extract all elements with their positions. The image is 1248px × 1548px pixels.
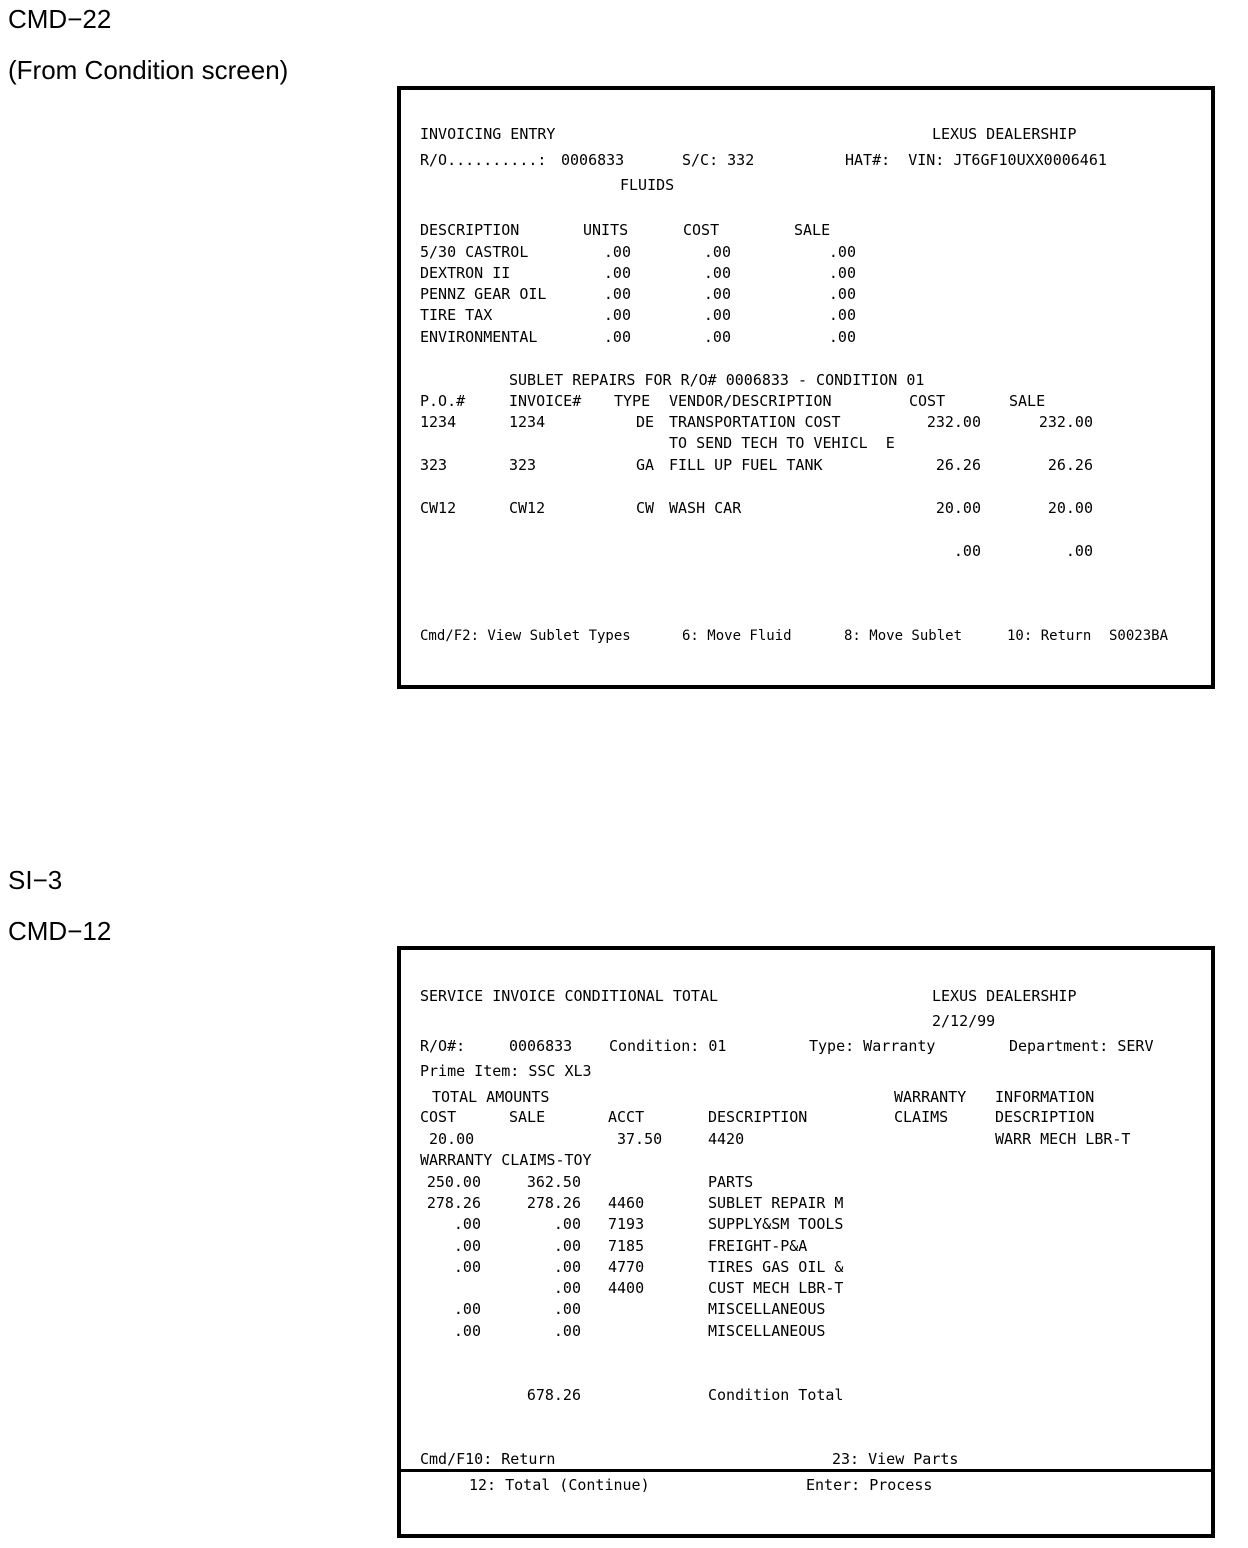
fluid-units[interactable]: .00: [603, 285, 631, 303]
fluid-sale[interactable]: .00: [828, 264, 856, 282]
row-description: SUPPLY&SM TOOLS: [708, 1215, 844, 1233]
fluid-sale[interactable]: .00: [828, 243, 856, 261]
department: Department: SERV: [1009, 1037, 1154, 1055]
sublet-sale: 20.00: [1047, 499, 1093, 517]
row-cost: .00: [453, 1300, 481, 1318]
sublet-header-vendor: VENDOR/DESCRIPTION: [669, 392, 832, 410]
fluid-units[interactable]: .00: [603, 306, 631, 324]
screen-title: SERVICE INVOICE CONDITIONAL TOTAL: [420, 987, 719, 1005]
header-info-description: DESCRIPTION: [995, 1108, 1095, 1126]
fluid-cost[interactable]: .00: [703, 328, 731, 346]
sublet-po: 1234: [420, 413, 457, 431]
row-acct: 7193: [608, 1215, 645, 1233]
warranty-claims-label: WARRANTY CLAIMS-TOY: [420, 1151, 592, 1169]
fluid-cost[interactable]: .00: [703, 243, 731, 261]
service-code: S/C: 332: [682, 151, 755, 169]
row-description: 4420: [708, 1130, 745, 1148]
sublet-sale: 26.26: [1047, 456, 1093, 474]
row-acct: 37.50: [617, 1130, 663, 1148]
section-title: FLUIDS: [620, 176, 675, 194]
sublet-description-continued: TO SEND TECH TO VEHICL E: [669, 434, 895, 452]
fluid-description: 5/30 CASTROL: [420, 243, 529, 261]
sublet-total-cost: .00: [953, 542, 981, 560]
sublet-cost: 232.00: [926, 413, 981, 431]
sublet-type: DE: [636, 413, 655, 431]
sublet-description: TRANSPORTATION COST: [669, 413, 841, 431]
view-sublet-types-key[interactable]: Cmd/F2: View Sublet Types: [420, 628, 631, 644]
sublet-po: 323: [420, 456, 448, 474]
sublet-invoice: 1234: [509, 413, 546, 431]
hat-vin: HAT#: VIN: JT6GF10UXX0006461: [845, 151, 1107, 169]
sublet-type: CW: [636, 499, 655, 517]
screen-code: S0023BA: [1109, 628, 1169, 644]
fluid-cost[interactable]: .00: [703, 306, 731, 324]
fluid-header-cost: COST: [683, 221, 720, 239]
return-key[interactable]: Cmd/F10: Return: [420, 1450, 556, 1468]
header-sale: SALE: [509, 1108, 546, 1126]
row-cost: 250.00: [426, 1173, 481, 1191]
process-key[interactable]: Enter: Process: [806, 1476, 933, 1494]
header-cost: COST: [420, 1108, 457, 1126]
sublet-sale: 232.00: [1038, 413, 1093, 431]
row-sale: .00: [553, 1279, 581, 1297]
ro-label: R/O#:: [420, 1037, 466, 1055]
sublet-invoice: CW12: [509, 499, 546, 517]
ro-number: 0006833: [509, 1037, 573, 1055]
sublet-header-po: P.O.#: [420, 392, 466, 410]
return-key[interactable]: 10: Return: [1007, 628, 1092, 644]
fluid-description: DEXTRON II: [420, 264, 511, 282]
row-info-description: WARR MECH LBR-T: [995, 1130, 1131, 1148]
sublet-type: GA: [636, 456, 655, 474]
condition-total-label: Condition Total: [708, 1386, 844, 1404]
condition-number: Condition: 01: [609, 1037, 727, 1055]
header-acct: ACCT: [608, 1108, 645, 1126]
condition-total-value: 678.26: [526, 1386, 581, 1404]
sublet-header-cost: COST: [909, 392, 946, 410]
sublet-total-sale: .00: [1065, 542, 1093, 560]
fluid-description: TIRE TAX: [420, 306, 493, 324]
fluid-sale[interactable]: .00: [828, 306, 856, 324]
dealer-name: LEXUS DEALERSHIP: [932, 987, 1077, 1005]
screen-title: INVOICING ENTRY: [420, 125, 556, 143]
dealer-name: LEXUS DEALERSHIP: [932, 125, 1077, 143]
row-description: MISCELLANEOUS: [708, 1300, 826, 1318]
row-description: TIRES GAS OIL &: [708, 1258, 844, 1276]
row-cost: .00: [453, 1322, 481, 1340]
row-acct: 4770: [608, 1258, 645, 1276]
fluid-cost[interactable]: .00: [703, 285, 731, 303]
row-description: CUST MECH LBR-T: [708, 1279, 844, 1297]
sublet-po: CW12: [420, 499, 457, 517]
row-sale: .00: [553, 1258, 581, 1276]
caption-from-condition: (From Condition screen): [8, 55, 289, 85]
view-parts-key[interactable]: 23: View Parts: [832, 1450, 959, 1468]
row-cost: .00: [453, 1237, 481, 1255]
sublet-cost: 20.00: [935, 499, 981, 517]
fluid-header-description: DESCRIPTION: [420, 221, 520, 239]
conditional-total-screen: [397, 946, 1215, 1538]
header-claims: CLAIMS: [894, 1108, 949, 1126]
fluid-units[interactable]: .00: [603, 264, 631, 282]
total-amounts-label: TOTAL AMOUNTS: [432, 1088, 550, 1106]
row-sale: 362.50: [526, 1173, 581, 1191]
caption-cmd22: CMD−22: [8, 4, 112, 34]
fluid-sale[interactable]: .00: [828, 328, 856, 346]
caption-cmd12: CMD−12: [8, 916, 112, 946]
key-bar-divider: [401, 1469, 1211, 1472]
fluid-units[interactable]: .00: [603, 243, 631, 261]
ro-number: 0006833: [561, 151, 625, 169]
row-description: SUBLET REPAIR M: [708, 1194, 844, 1212]
fluid-header-sale: SALE: [794, 221, 831, 239]
row-description: PARTS: [708, 1173, 754, 1191]
invoice-type: Type: Warranty: [809, 1037, 936, 1055]
information-label: INFORMATION: [995, 1088, 1095, 1106]
sublet-invoice: 323: [509, 456, 537, 474]
row-acct: 4460: [608, 1194, 645, 1212]
sublet-cost: 26.26: [935, 456, 981, 474]
row-description: MISCELLANEOUS: [708, 1322, 826, 1340]
invoice-date: 2/12/99: [932, 1012, 996, 1030]
sublet-description: FILL UP FUEL TANK: [669, 456, 823, 474]
sublet-header-invoice: INVOICE#: [509, 392, 582, 410]
sublet-description: WASH CAR: [669, 499, 742, 517]
row-sale: .00: [553, 1322, 581, 1340]
sublet-header-sale: SALE: [1009, 392, 1046, 410]
ro-label: R/O..........:: [420, 151, 547, 169]
fluids-screen: [397, 86, 1215, 689]
sublet-title: SUBLET REPAIRS FOR R/O# 0006833 - CONDITION 01: [509, 371, 925, 389]
move-fluid-key[interactable]: 6: Move Fluid: [682, 628, 792, 644]
fluid-cost[interactable]: .00: [703, 264, 731, 282]
row-acct: 4400: [608, 1279, 645, 1297]
fluid-units[interactable]: .00: [603, 328, 631, 346]
row-cost: 20.00: [429, 1130, 475, 1148]
header-description: DESCRIPTION: [708, 1108, 808, 1126]
row-cost: .00: [453, 1215, 481, 1233]
fluid-description: ENVIRONMENTAL: [420, 328, 538, 346]
row-sale: .00: [553, 1237, 581, 1255]
move-sublet-key[interactable]: 8: Move Sublet: [844, 628, 963, 644]
row-acct: 7185: [608, 1237, 645, 1255]
row-sale: .00: [553, 1300, 581, 1318]
row-sale: 278.26: [526, 1194, 581, 1212]
row-description: FREIGHT-P&A: [708, 1237, 808, 1255]
caption-si3: SI−3: [8, 865, 63, 895]
row-cost: .00: [453, 1258, 481, 1276]
row-cost: 278.26: [426, 1194, 481, 1212]
total-continue-key[interactable]: 12: Total (Continue): [469, 1476, 650, 1494]
fluid-header-units: UNITS: [583, 221, 629, 239]
fluid-description: PENNZ GEAR OIL: [420, 285, 547, 303]
sublet-header-type: TYPE: [614, 392, 651, 410]
fluid-sale[interactable]: .00: [828, 285, 856, 303]
row-sale: .00: [553, 1215, 581, 1233]
prime-item: Prime Item: SSC XL3: [420, 1062, 592, 1080]
warranty-label: WARRANTY: [894, 1088, 967, 1106]
